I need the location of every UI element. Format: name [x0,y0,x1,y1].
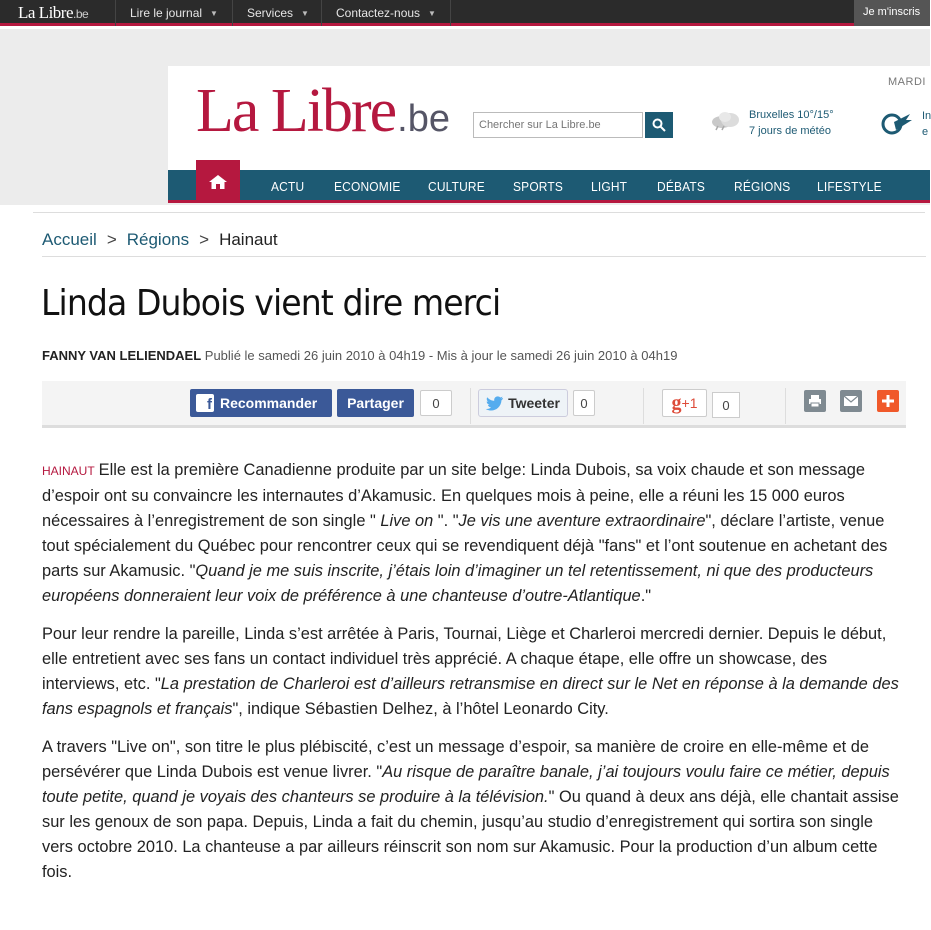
google-plus-button[interactable] [662,389,707,417]
top-logo-ext: .be [73,7,89,21]
date-label: MARDI [888,76,926,88]
article-paragraph-2 [42,622,908,722]
extra-line-2: e [922,126,929,138]
quote-text: Au risque de paraître banale, j’ai toujours voulu faire ce métier, depuis toute petite, quand je voyais des chanteurs se produire à la télévision. [42,763,890,806]
article-author[interactable]: FANNY VAN LELIENDAEL [42,348,202,363]
twitter-icon [486,396,504,411]
body-text: ", indique Sébastien Delhez, à l’hôtel Leonardo City. [232,700,609,718]
article-tag[interactable]: HAINAUT [42,464,95,478]
article-meta: Publié le samedi 26 juin 2010 à 04h19 - Mis à jour le samedi 26 juin 2010 à 04h19 [204,348,678,363]
article-paragraph-3 [42,735,908,885]
weather-city[interactable]: Bruxelles 10°/15° [749,109,834,121]
gplus-label: +1 [681,395,698,411]
divider [643,388,644,424]
nav-item-debats[interactable]: DÉBATS [657,179,706,194]
body-text: ." [640,587,652,605]
paragraph-text [42,738,899,881]
home-tab[interactable] [196,160,240,203]
search-button[interactable] [645,112,673,138]
body-text: ". " [433,512,459,530]
logo-text: La Libre [196,77,396,145]
body-text: Pour leur rendre la pareille, Linda s’est arrêtée à Paris, Tournai, Liège et Charleroi mercredi dernier. Depuis le début, elle entretient avec ses fans un contact individuel très apprécié. A chaque étape, elle offre un showcase, des interviews, etc. " [42,625,887,693]
nav-item-light[interactable]: LIGHT [591,179,628,194]
chevron-down-icon: ▼ [210,8,218,18]
paragraph-text [42,461,887,605]
top-bar [0,0,930,26]
quote-text: Quand je me suis inscrite, j’étais loin d’imaginer un tel retentissement, ni que des producteurs européens donneraient leur voix de préférence à une chanteuse d’outre-Atlantique [42,562,874,605]
facebook-icon: f [196,394,214,412]
search-input[interactable] [473,112,643,138]
body-text: Elle est la première Canadienne produite par un site belge: Linda Dubois, sa voix chaude et son message d’espoir ont su convaincre les internautes d’Akamusic. En quelques mois à peine, elle a réuni les 15 000 euros nécessaires à l’enregistrement de son single " [42,461,865,530]
quote-text: Je vis une aventure extraordinaire [458,512,706,530]
breadcrumb [42,230,278,250]
quote-text: La prestation de Charleroi est d’ailleurs retransmise en direct sur le Net en réponse à la demande des fans espagnols et français [42,675,899,718]
header-extra-text[interactable] [922,108,931,140]
facebook-share-button[interactable]: Partager [337,389,414,417]
article-byline [42,348,677,363]
quote-text: Live on [380,512,434,530]
email-icon[interactable] [840,390,862,412]
print-icon[interactable] [804,390,826,412]
breadcrumb-regions[interactable]: Régions [126,230,190,249]
home-icon [208,174,228,190]
logo-ext: .be [397,98,450,140]
search-icon [652,118,666,132]
nav-item-economie[interactable]: ECONOMIE [334,179,401,194]
chevron-down-icon: ▼ [428,8,436,18]
divider [470,388,471,424]
gplus-count: 0 [712,392,740,418]
article-body [42,458,908,898]
menu-label: Lire le journal [130,6,203,20]
site-logo[interactable] [196,77,450,145]
weather-cloud-icon [708,108,742,135]
breadcrumb-current: Hainaut [219,230,278,249]
nav-item-culture[interactable]: CULTURE [428,179,485,194]
menu-lire-le-journal[interactable] [115,0,232,26]
facebook-count: 0 [420,390,452,416]
tweet-button[interactable] [478,389,568,417]
weather-forecast-link[interactable]: 7 jours de météo [749,125,831,137]
body-text: A travers "Live on", son titre le plus plébiscité, c’est un message d’espoir, sa manière de croire en elle-même et de persévérer que Linda Dubois est venue livrer. " [42,738,870,781]
share-bar [42,381,906,428]
article-paragraph-1 [42,458,908,609]
info-icon [880,110,914,141]
top-logo-text: La Libre [18,3,73,22]
signup-button[interactable]: Je m'inscris [854,0,930,26]
plus-icon[interactable] [877,390,899,412]
nav-item-lifestyle[interactable]: LIFESTYLE [817,179,882,194]
breadcrumb-separator: > [199,230,210,249]
chevron-down-icon: ▼ [301,8,309,18]
divider [785,388,786,424]
paragraph-text [42,625,899,718]
tweet-count: 0 [573,390,595,416]
body-text: " Ou quand à deux ans déjà, elle chantait assise sur les genoux de son papa. Depuis, Linda a fait du chemin, jusqu’au studio d’enregistrement qui sortira son single vers octobre 2010. La chanteuse a par ailleurs réinscrit son nom sur Akamusic. Pour la production d’un album cette fois. [42,788,899,881]
nav-item-sports[interactable]: SPORTS [513,179,564,194]
nav-item-actu[interactable]: ACTU [271,179,305,194]
divider [33,212,925,213]
article-title: Linda Dubois vient dire merci [41,283,501,324]
tweet-label: Tweeter [508,395,560,411]
menu-label: Services [247,6,294,20]
recommend-label: Recommander [220,395,318,411]
top-logo[interactable] [18,3,88,23]
breadcrumb-separator: > [106,230,117,249]
menu-contactez-nous[interactable] [321,0,451,26]
body-text: ", déclare l’artiste, venue tout spécialement du Québec pour rencontrer ceux qui se revendiquent déjà "fans" et l’ont soutenue en achetant des parts sur Akamusic. " [42,512,888,580]
nav-item-regions[interactable]: RÉGIONS [734,179,791,194]
extra-line-1: In [922,110,931,122]
divider [42,256,926,257]
google-plus-icon: g [671,391,682,414]
breadcrumb-home[interactable]: Accueil [42,230,97,249]
menu-label: Contactez-nous [336,6,421,20]
menu-services[interactable] [232,0,323,26]
facebook-recommend-button[interactable] [190,389,332,417]
